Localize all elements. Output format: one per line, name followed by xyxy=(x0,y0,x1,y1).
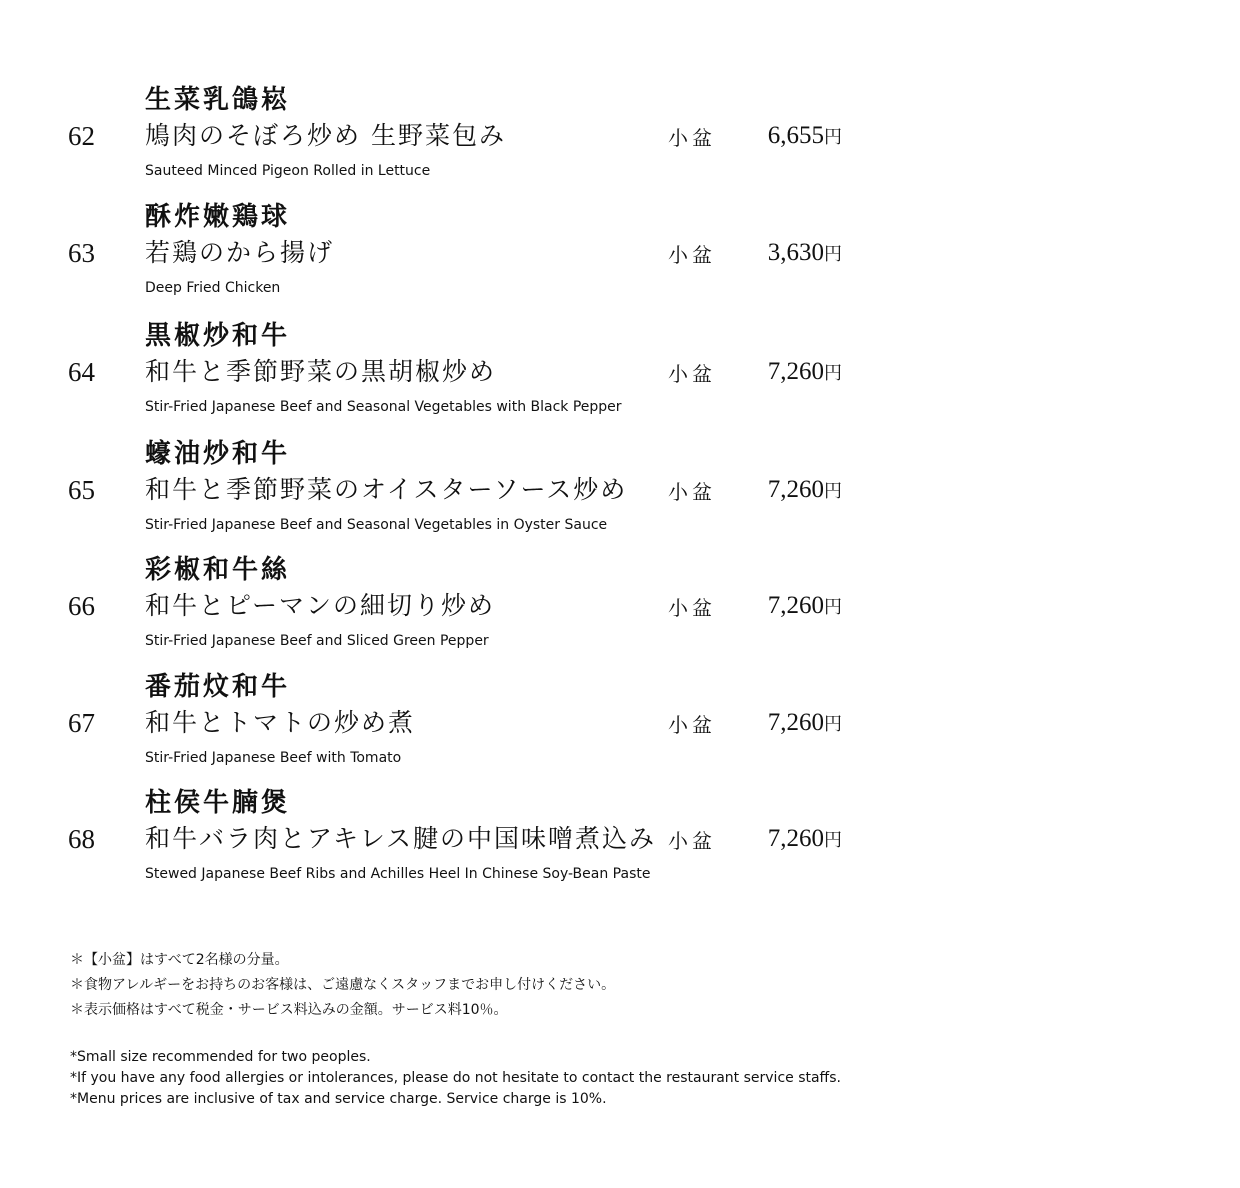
price xyxy=(768,120,842,154)
menu-item-67 xyxy=(0,671,1240,781)
english-name: Stir-Fried Japanese Beef and Seasonal Vegetables with Black Pepper xyxy=(145,399,622,415)
japanese-name: 鳩肉のそぼろ炒め 生野菜包み xyxy=(145,121,506,150)
price-value: 7,260 xyxy=(767,592,824,619)
portion-size: 小盆 xyxy=(668,596,716,620)
item-number: 65 xyxy=(68,475,95,505)
japanese-name: 和牛とピーマンの細切り炒め xyxy=(145,591,496,620)
menu-item-64 xyxy=(0,320,1240,430)
item-number: 62 xyxy=(68,121,95,151)
english-name: Stewed Japanese Beef Ribs and Achilles Heel In Chinese Soy-Bean Paste xyxy=(145,866,651,882)
item-number: 66 xyxy=(68,591,95,621)
menu-item-63 xyxy=(0,201,1240,311)
japanese-name: 若鶏のから揚げ xyxy=(145,238,335,267)
price-value: 7,260 xyxy=(767,476,824,503)
price-value: 6,655 xyxy=(767,122,824,149)
note-en-allergy: *If you have any food allergies or intolerances, please do not hesitate to contact the restaurant service staffs. xyxy=(70,1070,841,1086)
chinese-name: 柱侯牛腩煲 xyxy=(145,788,291,818)
notes-english xyxy=(70,1047,841,1110)
price xyxy=(768,590,842,624)
item-number: 67 xyxy=(68,708,95,738)
menu-item-66 xyxy=(0,554,1240,664)
price xyxy=(768,823,842,857)
english-name: Sauteed Minced Pigeon Rolled in Lettuce xyxy=(145,163,431,179)
chinese-name: 生菜乳鴿崧 xyxy=(145,85,291,115)
japanese-name: 和牛と季節野菜の黒胡椒炒め xyxy=(145,357,497,386)
chinese-name: 蠔油炒和牛 xyxy=(145,439,291,469)
currency-unit: 円 xyxy=(824,244,842,265)
english-name: Stir-Fried Japanese Beef with Tomato xyxy=(145,750,402,766)
menu-item-68 xyxy=(0,787,1240,897)
note-en-portion: *Small size recommended for two peoples. xyxy=(70,1049,371,1065)
chinese-name: 酥炸嫩鶏球 xyxy=(145,202,291,232)
chinese-name: 番茄炆和牛 xyxy=(145,672,291,702)
notes-japanese xyxy=(70,948,615,1023)
currency-unit: 円 xyxy=(824,481,842,502)
english-name: Stir-Fried Japanese Beef and Seasonal Vegetables in Oyster Sauce xyxy=(145,517,608,533)
portion-size: 小盆 xyxy=(668,829,716,853)
currency-unit: 円 xyxy=(824,363,842,384)
note-jp-allergy: ＊食物アレルギーをお持ちのお客様は、ご遠慮なくスタッフまでお申し付けください。 xyxy=(70,977,616,993)
price xyxy=(768,474,842,508)
note-jp-portion: ＊【小盆】はすべて2名様の分量。 xyxy=(70,952,289,968)
portion-size: 小盆 xyxy=(668,713,716,737)
currency-unit: 円 xyxy=(824,830,842,851)
currency-unit: 円 xyxy=(824,597,842,618)
item-number: 63 xyxy=(68,238,95,268)
chinese-name: 彩椒和牛絲 xyxy=(145,555,291,585)
price-value: 3,630 xyxy=(767,239,824,266)
english-name: Stir-Fried Japanese Beef and Sliced Green Pepper xyxy=(145,633,489,649)
note-jp-tax: ＊表示価格はすべて税金・サービス料込みの金額。サービス料10％。 xyxy=(70,1002,508,1018)
price xyxy=(768,707,842,741)
currency-unit: 円 xyxy=(824,127,842,148)
chinese-name: 黒椒炒和牛 xyxy=(145,321,291,351)
price-value: 7,260 xyxy=(767,358,824,385)
price-value: 7,260 xyxy=(767,825,824,852)
portion-size: 小盆 xyxy=(668,126,716,150)
item-number: 68 xyxy=(68,824,95,854)
portion-size: 小盆 xyxy=(668,480,716,504)
price-value: 7,260 xyxy=(767,709,824,736)
portion-size: 小盆 xyxy=(668,243,716,267)
japanese-name: 和牛バラ肉とアキレス腱の中国味噌煮込み xyxy=(145,824,657,853)
menu-item-62 xyxy=(0,84,1240,194)
menu-item-65 xyxy=(0,438,1240,548)
price xyxy=(768,237,842,271)
japanese-name: 和牛と季節野菜のオイスターソース炒め xyxy=(145,475,628,504)
english-name: Deep Fried Chicken xyxy=(145,280,281,296)
item-number: 64 xyxy=(68,357,95,387)
price xyxy=(768,356,842,390)
japanese-name: 和牛とトマトの炒め煮 xyxy=(145,708,416,737)
currency-unit: 円 xyxy=(824,714,842,735)
note-en-tax: *Menu prices are inclusive of tax and service charge. Service charge is 10%. xyxy=(70,1091,607,1107)
portion-size: 小盆 xyxy=(668,362,716,386)
